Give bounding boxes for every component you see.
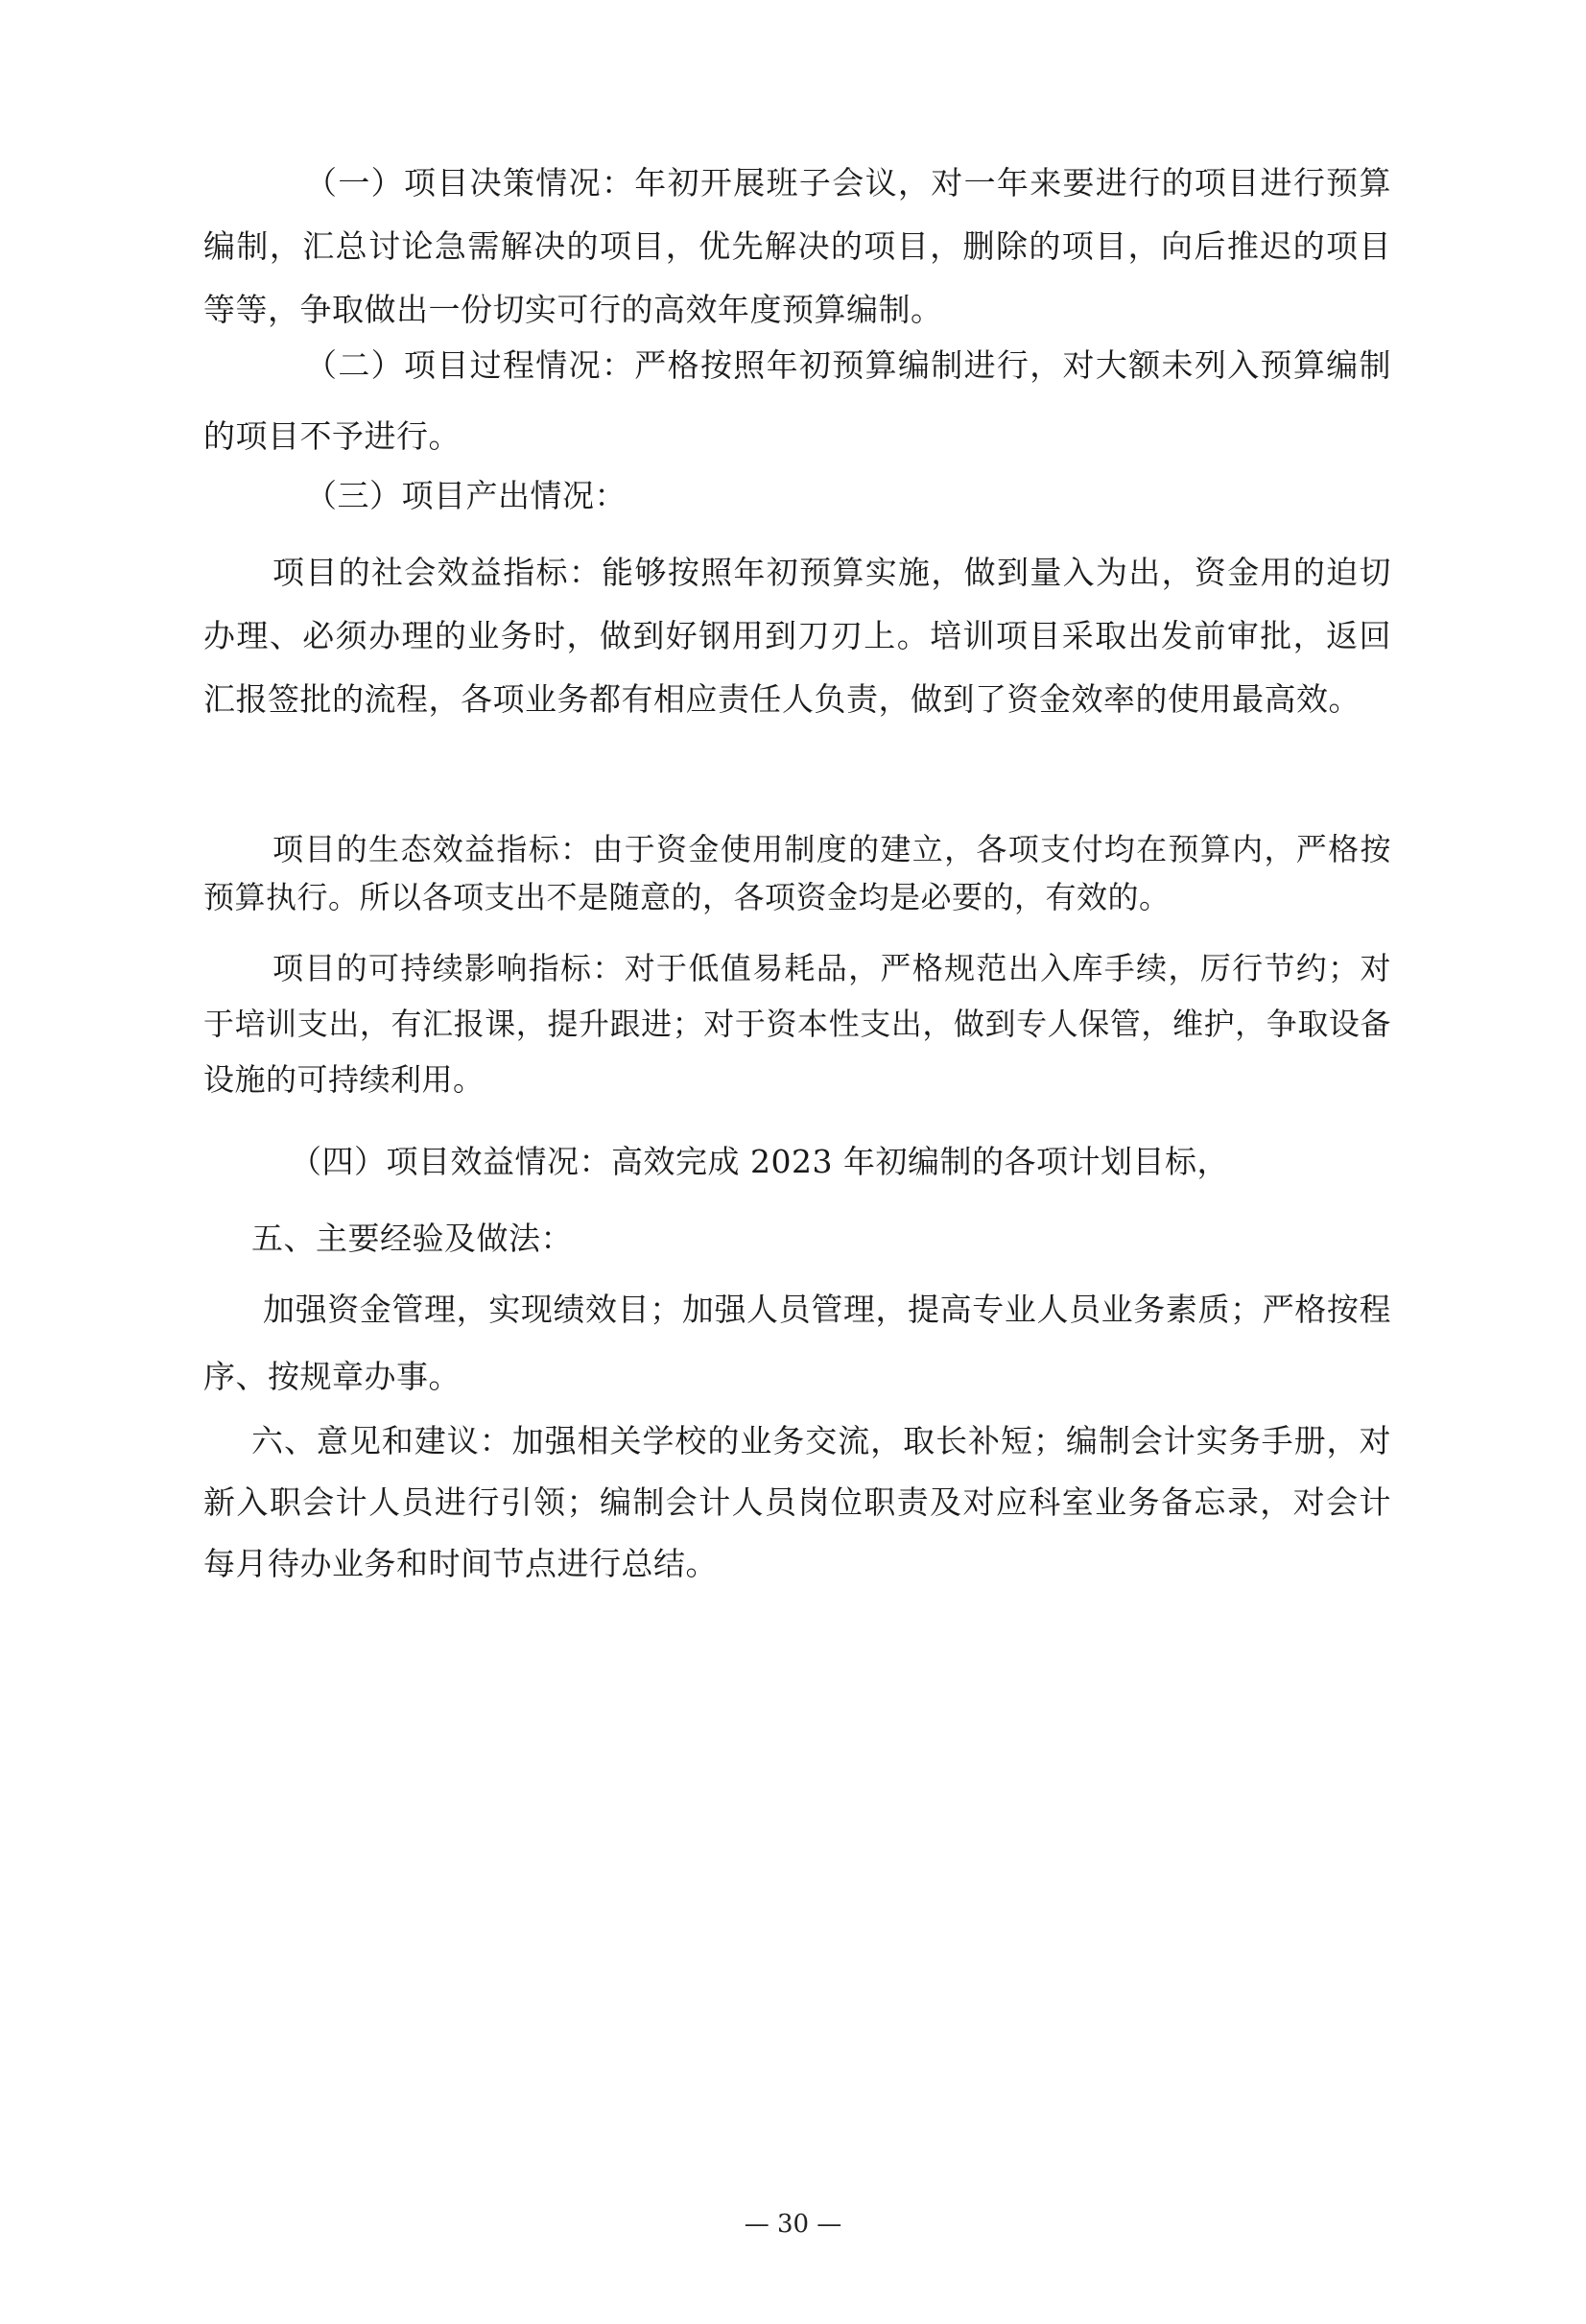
page-number: — 30 — bbox=[744, 2210, 842, 2239]
paragraph-social-benefit: 项目的社会效益指标：能够按照年初预算实施，做到量入为出，资金用的迫切办理、必须办理的业务时，做到好钢用到刀刃上。培训项目采取出发前审批，返回汇报签批的流程，各项业务都有相应责任人负责，做到了资金效率的使用最高效。 bbox=[203, 554, 1391, 718]
paragraph-ecological-benefit: 项目的生态效益指标：由于资金使用制度的建立，各项支付均在预算内，严格按预算执行。所以各项支出不是随意的，各项资金均是必要的，有效的。 bbox=[203, 831, 1391, 915]
paragraph-sustainability: 项目的可持续影响指标：对于低值易耗品，严格规范出入库手续，厉行节约；对于培训支出，有汇报课，提升跟进；对于资本性支出，做到专人保管，维护，争取设备设施的可持续利用。 bbox=[203, 950, 1391, 1098]
paragraph-experience: 加强资金管理，实现绩效目；加强人员管理，提高专业人员业务素质；严格按程序、按规章办事。 bbox=[203, 1291, 1391, 1395]
section-heading-experience: 五、主要经验及做法： bbox=[251, 1220, 573, 1257]
paragraph-project-process: （二）项目过程情况：严格按照年初预算编制进行，对大额未列入预算编制的项目不予进行。 bbox=[203, 346, 1391, 455]
paragraph-project-output-heading: （三）项目产出情况： bbox=[305, 477, 627, 514]
paragraph-project-decision: （一）项目决策情况：年初开展班子会议，对一年来要进行的项目进行预算编制，汇总讨论急需解决的项目，优先解决的项目，删除的项目，向后推迟的项目等等，争取做出一份切实可行的高效年度预算编制。 bbox=[203, 164, 1391, 328]
paragraph-suggestions: 六、意见和建议：加强相关学校的业务交流，取长补短；编制会计实务手册，对新入职会计人员进行引领；编制会计人员岗位职责及对应科室业务备忘录，对会计每月待办业务和时间节点进行总结。 bbox=[203, 1422, 1391, 1582]
paragraph-project-benefit: （四）项目效益情况：高效完成 2023 年初编制的各项计划目标， bbox=[290, 1143, 1229, 1180]
